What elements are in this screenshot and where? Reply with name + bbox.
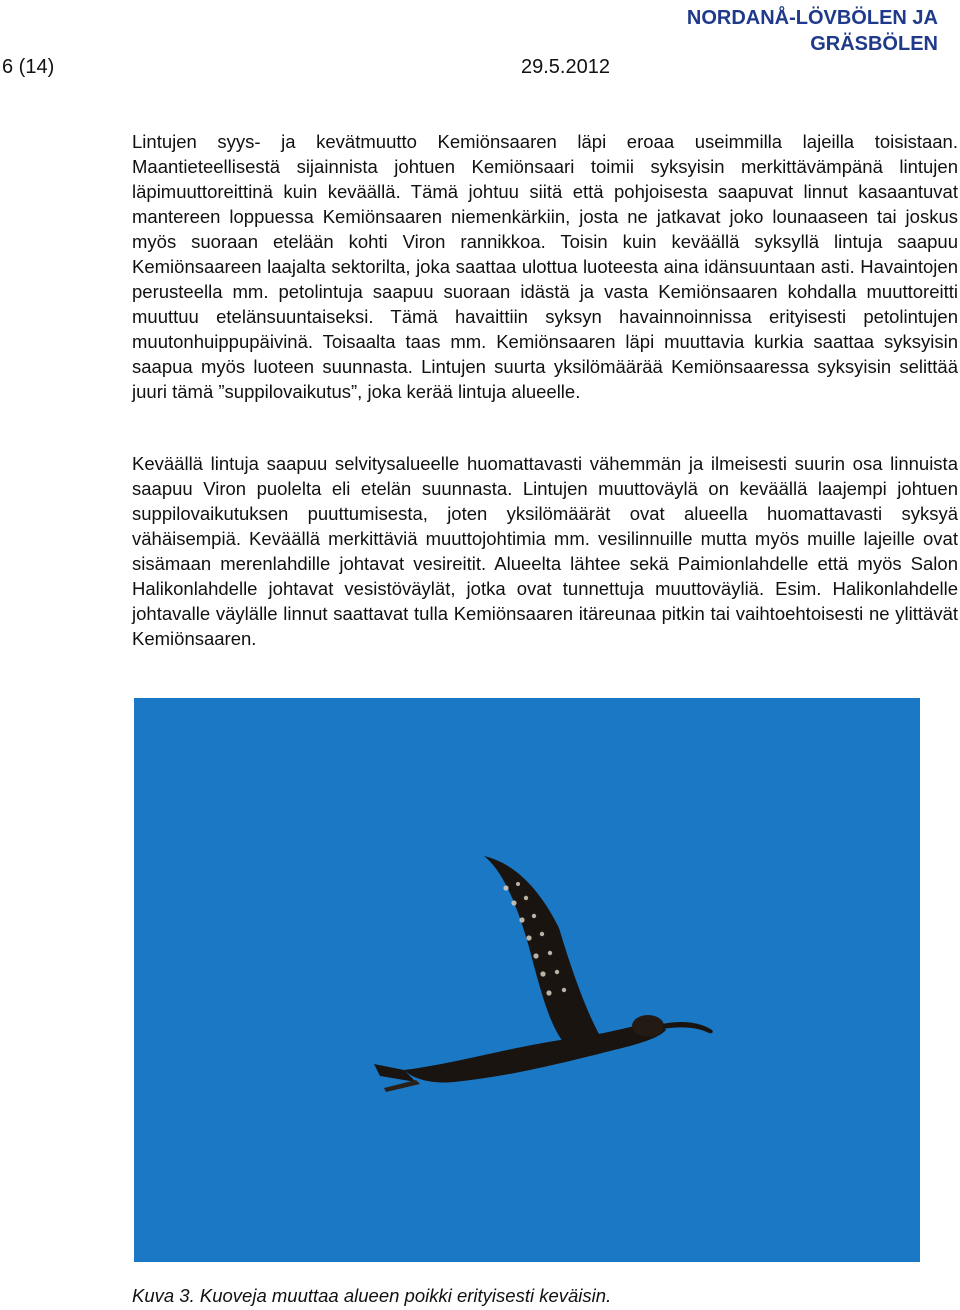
curlew-photo <box>134 698 920 1262</box>
document-title: NORDANÅ-LÖVBÖLEN JA GRÄSBÖLEN <box>686 7 938 55</box>
document-date: 29.5.2012 <box>521 56 610 78</box>
figure-caption: Kuva 3. Kuoveja muuttaa alueen poikki erityisesti keväisin. <box>132 1285 612 1306</box>
flying-curlew-image <box>134 698 920 1262</box>
page-number: 6 (14) <box>2 56 55 78</box>
body-paragraph: Keväällä lintuja saapuu selvitysalueelle huomattavasti vähemmän ja ilmeisesti suurin osa linnuista saapuu Viron puolelta eli etelän suunnasta. Lintujen muuttoväylä on keväällä laajempi johtuen suppilovaikutuksen puuttumisesta, joten yksilömäärät ovat alueella huomattavasti syksyä vähäisempiä. Keväällä merkittäviä muuttojohtimia mm. vesilinnuille mutta myös muille lajeille ovat sisämaan merenlahdille johtavat vesireitit. Alueelta lähtee sekä Paimionlahdelle että myös Salon Halikonlahdelle johtavat vesistöväylät, jotka ovat tunnettuja muuttoväyliä. Esim. Halikonlahdelle johtavalle väylälle linnut saattavat tulla Kemiönsaaren itäreunaa pitkin tai vaihtoehtoisesti ne ylittävät Kemiönsaaren. <box>132 453 958 649</box>
body-paragraph: Lintujen syys- ja kevätmuutto Kemiönsaaren läpi eroaa useimmilla lajeilla toisistaan. Maantieteellisestä sijainnista johtuen Kemiönsaari toimii syksyisin merkittävämpänä lintujen läpimuuttoreittinä kuin keväällä. Tämä johtuu siitä että pohjoisesta saapuvat linnut kasaantuvat mantereen loppuessa Kemiönsaaren niemenkärkiin, josta ne jatkavat joko lounaaseen tai joskus myös suoraan etelään kohti Viron rannikkoa. Toisin kuin keväällä syksyllä lintuja saapuu Kemiönsaareen laajalta sektorilta, joka saattaa ulottua luoteesta aina idänsuuntaan asti. Havaintojen perusteella mm. petolintuja saapuu suoraan idästä ja vasta Kemiönsaaren kohdalla muuttoreitti muuttuu etelänsuuntaiseksi. Tämä havaittiin syksyn havainnoinnissa erityisesti petolintujen muutonhuippupäivinä. Toisaalta taas mm. Kemiönsaaren läpi muuttavia kurkia saattaa syksyisin saapua myös luoteen suunnasta. Lintujen suurta yksilömäärää Kemiönsaaressa syksyisin selittää juuri tämä ”suppilovaikutus”, joka kerää lintuja alueelle. <box>132 131 958 402</box>
